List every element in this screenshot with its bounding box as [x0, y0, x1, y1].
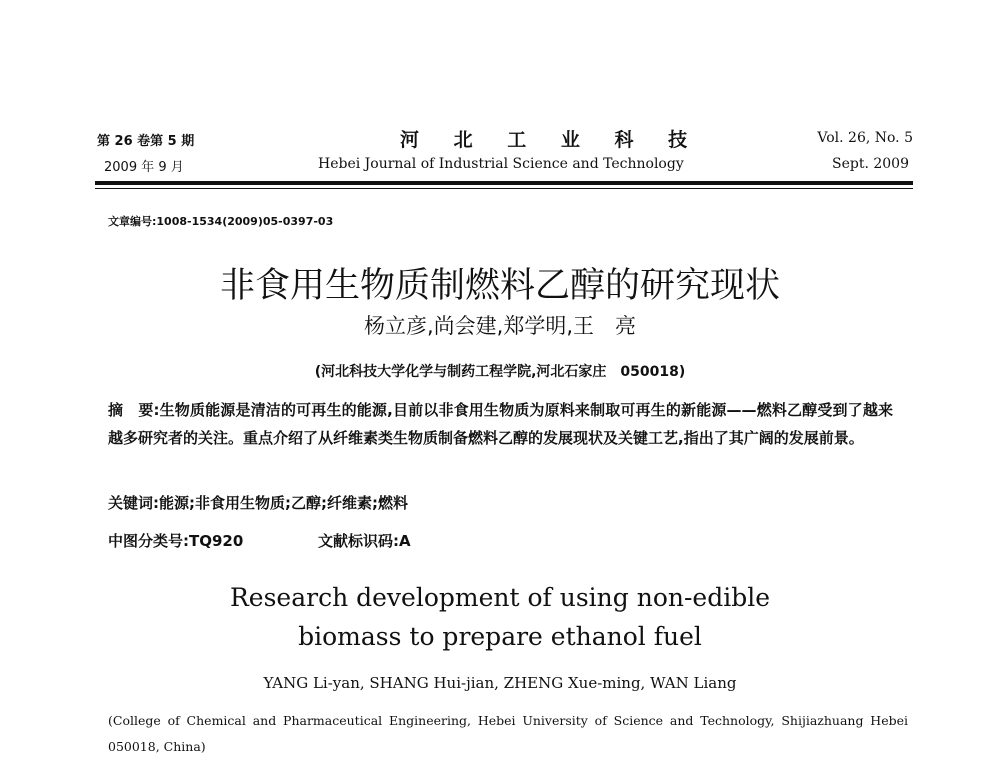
date-cn: 2009 年 9 月 [104, 160, 184, 175]
authors-en: YANG Li-yan, SHANG Hui-jian, ZHENG Xue-ming, WAN Liang [263, 674, 737, 692]
journal-title-cn: 河 北 工 业 科 技 [400, 129, 702, 151]
title-en-line-2: biomass to prepare ethanol fuel [298, 622, 702, 651]
abstract-cn: 摘 要:生物质能源是清洁的可再生的能源,目前以非食用生物质为原料来制取可再生的新能源——燃料乙醇受到了越来越多研究者的关注。重点介绍了从纤维素类生物质制备燃料乙醇的发展现状及关键工艺,指出了其广阔的发展前景。 [108, 401, 893, 447]
header-rule-thick [95, 181, 913, 185]
affiliation-en: (College of Chemical and Pharmaceutical Engineering, Hebei University of Science and Technology, Shijiazhuang Hebei 050018, China) [108, 713, 908, 754]
volume-cn: 第 26 卷第 5 期 [97, 134, 195, 149]
authors-cn: 杨立彦,尚会建,郑学明,王 亮 [363, 314, 637, 338]
keywords-cn: 关键词:能源;非食用生物质;乙醇;纤维素;燃料 [108, 494, 408, 512]
header-rule-thin [95, 188, 913, 189]
date-en: Sept. 2009 [832, 156, 909, 172]
affiliation-cn: (河北科技大学化学与制药工程学院,河北石家庄 050018) [314, 364, 686, 380]
title-cn: 非食用生物质制燃料乙醇的研究现状 [219, 266, 780, 306]
article-id: 文章编号:1008-1534(2009)05-0397-03 [108, 215, 334, 228]
clc-number: 中图分类号:TQ920 [108, 532, 244, 550]
title-en-line-1: Research development of using non-edible [229, 583, 771, 612]
journal-title-en: Hebei Journal of Industrial Science and Technology [318, 156, 684, 172]
volume-en: Vol. 26, No. 5 [817, 130, 913, 146]
document-code: 文献标识码:A [318, 532, 411, 550]
